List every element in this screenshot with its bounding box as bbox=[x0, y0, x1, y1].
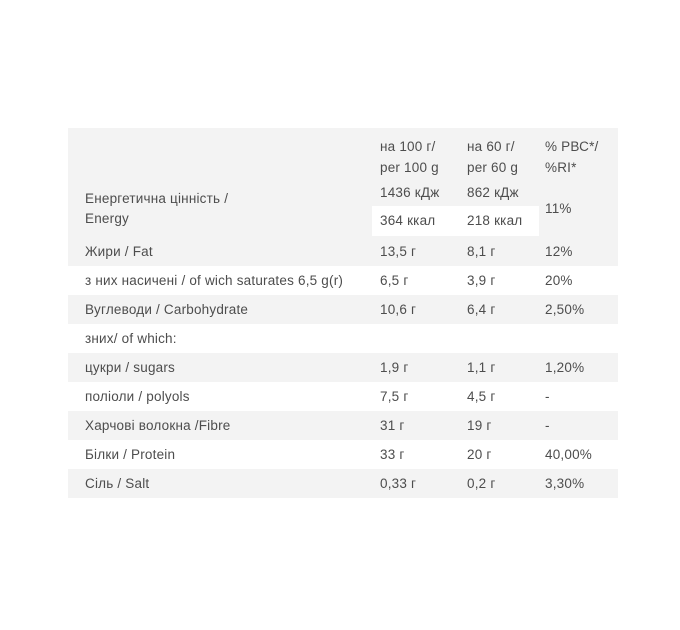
table-row-polyols bbox=[68, 382, 618, 411]
cell-per60: 1,1 г bbox=[467, 360, 496, 375]
header-col-per100 bbox=[380, 136, 467, 178]
cell-per100: 13,5 г bbox=[380, 244, 417, 259]
cell-ri: - bbox=[545, 389, 550, 404]
energy-label-line2: Energy bbox=[85, 210, 129, 226]
table-header-row bbox=[68, 128, 618, 180]
header-col-per60 bbox=[467, 136, 545, 178]
header-per60-line2: per 60 g bbox=[467, 160, 519, 175]
header-col-ri bbox=[545, 136, 618, 178]
cell-per60: 6,4 г bbox=[467, 302, 496, 317]
cell-label: цукри / sugars bbox=[85, 360, 176, 375]
table-row-of-which bbox=[68, 324, 618, 353]
table-row-saturates bbox=[68, 266, 618, 295]
table-row-carbohydrate bbox=[68, 295, 618, 324]
energy-kcal-per100: 364 ккал bbox=[380, 213, 436, 228]
nutrition-table bbox=[68, 128, 618, 498]
cell-ri: 2,50% bbox=[545, 302, 585, 317]
cell-ri: 12% bbox=[545, 244, 573, 259]
cell-label: поліоли / polyols bbox=[85, 389, 190, 404]
header-per100-line2: per 100 g bbox=[380, 160, 439, 175]
table-row-sugars bbox=[68, 353, 618, 382]
cell-label: Вуглеводи / Carbohydrate bbox=[85, 302, 249, 317]
cell-per100: 1,9 г bbox=[380, 360, 409, 375]
energy-kcal-per60: 218 ккал bbox=[467, 213, 523, 228]
cell-energy-per100 bbox=[380, 180, 467, 229]
cell-label: Сіль / Salt bbox=[85, 476, 150, 491]
cell-per60: 0,2 г bbox=[467, 476, 496, 491]
cell-per100: 6,5 г bbox=[380, 273, 409, 288]
cell-per60: 20 г bbox=[467, 447, 492, 462]
cell-energy-ri: 11% bbox=[545, 201, 572, 216]
cell-per60: 4,5 г bbox=[467, 389, 496, 404]
cell-per60: 8,1 г bbox=[467, 244, 496, 259]
cell-label: зних/ of which: bbox=[85, 331, 177, 346]
cell-per60: 3,9 г bbox=[467, 273, 496, 288]
cell-per60: 19 г bbox=[467, 418, 492, 433]
cell-energy-per60 bbox=[467, 180, 545, 229]
cell-per100: 0,33 г bbox=[380, 476, 417, 491]
cell-per100: 33 г bbox=[380, 447, 405, 462]
table-row-protein bbox=[68, 440, 618, 469]
cell-ri: 1,20% bbox=[545, 360, 585, 375]
header-ri-line2: %RI* bbox=[545, 160, 577, 175]
cell-ri: - bbox=[545, 418, 550, 433]
energy-kj-per60: 862 кДж bbox=[467, 185, 519, 200]
header-per100-line1: на 100 г/ bbox=[380, 139, 436, 154]
cell-label: Білки / Protein bbox=[85, 447, 176, 462]
energy-label-line1: Енергетична цінність / bbox=[85, 190, 229, 206]
energy-kj-per100: 1436 кДж bbox=[380, 185, 440, 200]
table-row-fibre bbox=[68, 411, 618, 440]
header-ri-line1: % РВС*/ bbox=[545, 139, 599, 154]
cell-per100: 31 г bbox=[380, 418, 405, 433]
cell-per100: 7,5 г bbox=[380, 389, 409, 404]
cell-label: Харчові волокна /Fibre bbox=[85, 418, 231, 433]
table-row-salt bbox=[68, 469, 618, 498]
cell-ri: 20% bbox=[545, 273, 573, 288]
cell-label: з них насичені / of wich saturates 6,5 g(r) bbox=[85, 273, 344, 288]
cell-ri: 40,00% bbox=[545, 447, 592, 462]
cell-ri: 3,30% bbox=[545, 476, 585, 491]
cell-per100: 10,6 г bbox=[380, 302, 417, 317]
header-per60-line1: на 60 г/ bbox=[467, 139, 515, 154]
table-row-fat bbox=[68, 237, 618, 266]
cell-label: Жири / Fat bbox=[85, 244, 153, 259]
table-row-energy bbox=[68, 180, 618, 237]
cell-label-energy bbox=[68, 180, 380, 237]
